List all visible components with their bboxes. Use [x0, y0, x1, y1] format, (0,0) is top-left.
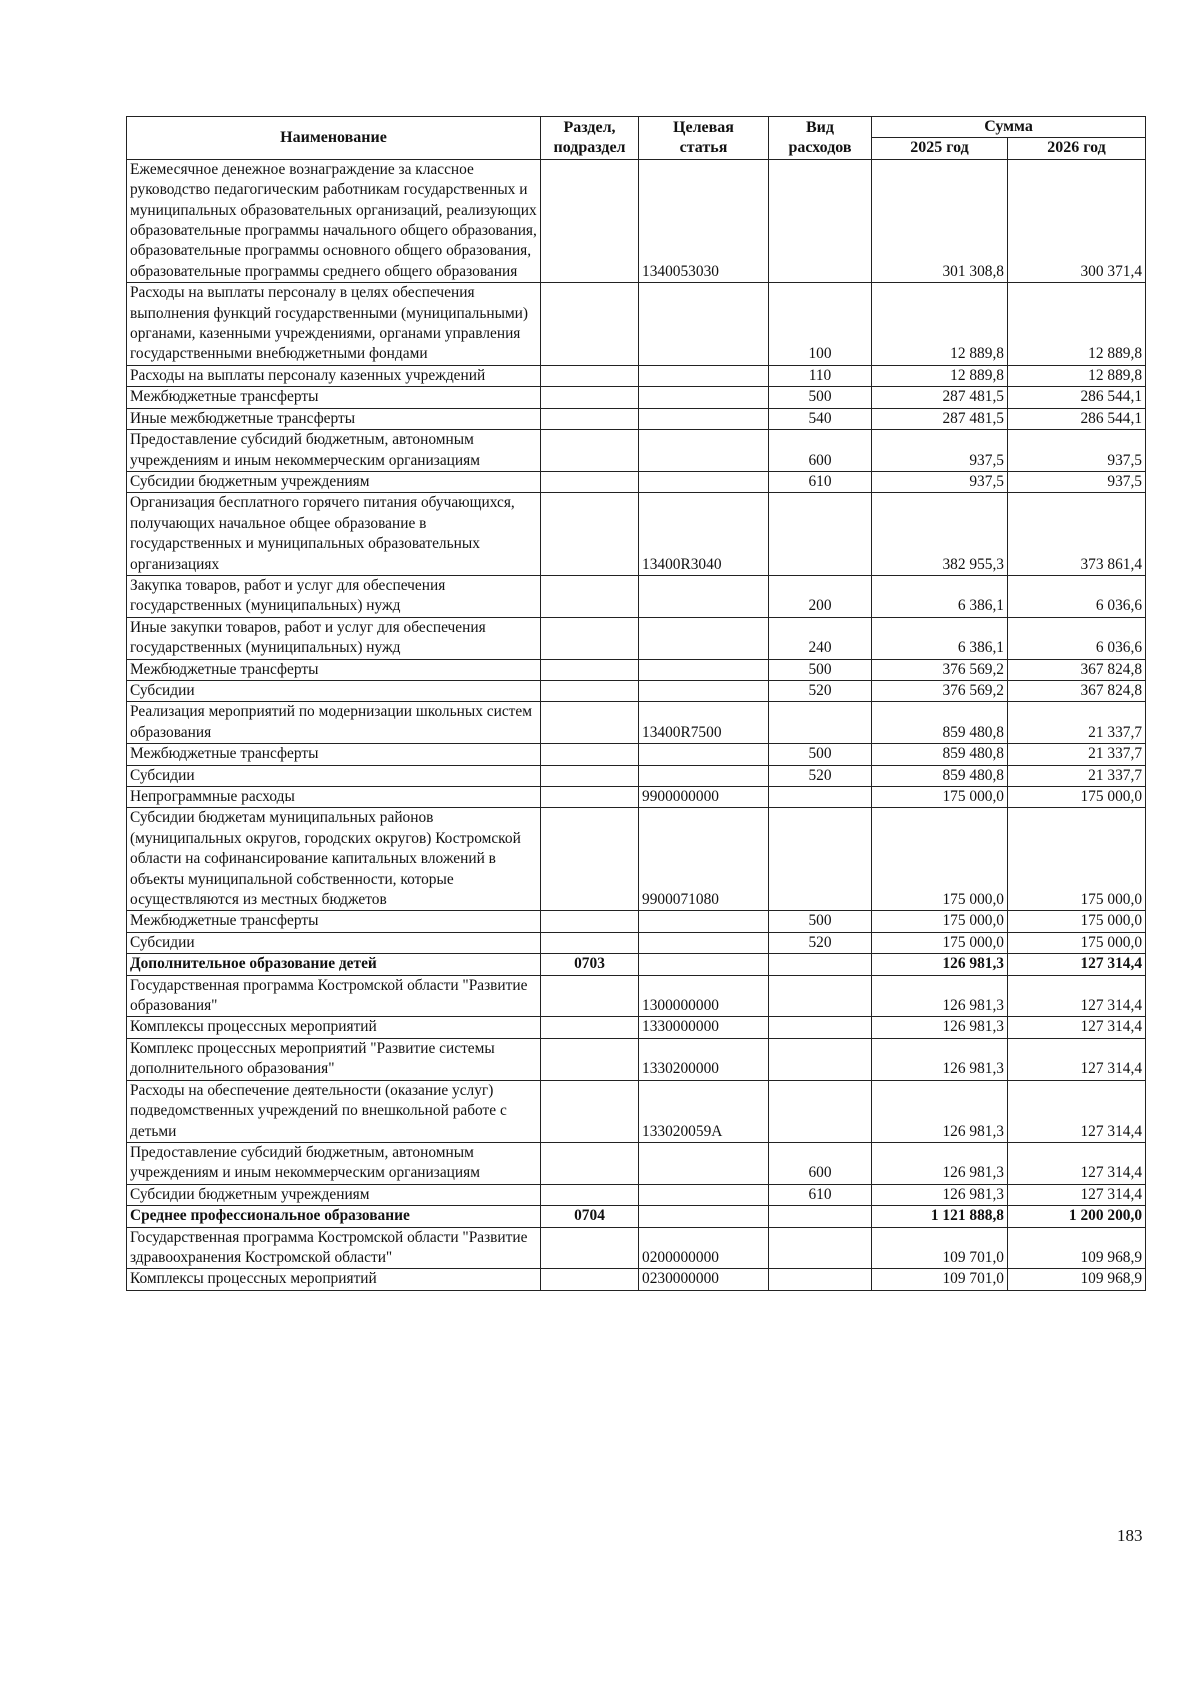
row-article: 1300000000 [639, 975, 769, 1017]
row-amount-2025: 109 701,0 [872, 1269, 1008, 1290]
row-article: 0200000000 [639, 1227, 769, 1269]
row-amount-2025: 175 000,0 [872, 808, 1008, 911]
header-section-line2: подраздел [553, 138, 626, 156]
header-article-line2: статья [679, 138, 728, 156]
row-amount-2026: 6 036,6 [1008, 575, 1146, 617]
row-amount-2025: 6 386,1 [872, 617, 1008, 659]
row-article [639, 408, 769, 429]
budget-table [126, 116, 1146, 1291]
table-row [127, 617, 1146, 659]
row-amount-2025: 937,5 [872, 471, 1008, 492]
row-section [541, 702, 639, 744]
row-section [541, 975, 639, 1017]
row-expense-type: 500 [769, 911, 872, 932]
row-amount-2026: 937,5 [1008, 471, 1146, 492]
row-section [541, 744, 639, 765]
row-section [541, 1269, 639, 1290]
row-expense-type: 200 [769, 575, 872, 617]
row-amount-2025: 175 000,0 [872, 932, 1008, 953]
header-article-line1: Целевая [673, 118, 734, 136]
table-row [127, 1017, 1146, 1038]
row-amount-2026: 300 371,4 [1008, 159, 1146, 282]
row-expense-type [769, 1206, 872, 1227]
row-expense-type [769, 975, 872, 1017]
row-amount-2026: 175 000,0 [1008, 932, 1146, 953]
row-name: Реализация мероприятий по модернизации школьных систем образования [127, 702, 541, 744]
row-article: 13400R7500 [639, 702, 769, 744]
row-section [541, 1227, 639, 1269]
row-expense-type [769, 1038, 872, 1080]
row-section [541, 787, 639, 808]
row-article [639, 932, 769, 953]
row-expense-type [769, 1017, 872, 1038]
row-expense-type [769, 787, 872, 808]
row-amount-2025: 126 981,3 [872, 1017, 1008, 1038]
header-type-line2: расходов [788, 138, 852, 156]
row-expense-type [769, 1080, 872, 1142]
row-section [541, 1080, 639, 1142]
table-row [127, 975, 1146, 1017]
row-amount-2026: 367 824,8 [1008, 680, 1146, 701]
row-amount-2025: 6 386,1 [872, 575, 1008, 617]
row-expense-type [769, 493, 872, 576]
row-section [541, 659, 639, 680]
row-name: Межбюджетные трансферты [127, 911, 541, 932]
row-amount-2026: 175 000,0 [1008, 787, 1146, 808]
table-row [127, 471, 1146, 492]
row-expense-type: 610 [769, 471, 872, 492]
row-name: Субсидии [127, 932, 541, 953]
row-name: Расходы на выплаты персоналу казенных учреждений [127, 365, 541, 386]
header-type [769, 117, 872, 160]
row-section [541, 765, 639, 786]
row-section [541, 1038, 639, 1080]
row-expense-type [769, 702, 872, 744]
header-type-line1: Вид [806, 118, 834, 136]
table-row [127, 744, 1146, 765]
row-section [541, 911, 639, 932]
header-section [541, 117, 639, 160]
row-name: Непрограммные расходы [127, 787, 541, 808]
row-name: Расходы на обеспечение деятельности (оказание услуг) подведомственных учреждений по внешкольной работе с детьми [127, 1080, 541, 1142]
page-number: 183 [1117, 1526, 1143, 1545]
row-amount-2025: 859 480,8 [872, 744, 1008, 765]
row-amount-2025: 301 308,8 [872, 159, 1008, 282]
header-year-2026: 2026 год [1008, 138, 1146, 159]
row-amount-2026: 127 314,4 [1008, 1017, 1146, 1038]
row-expense-type [769, 1227, 872, 1269]
row-expense-type: 610 [769, 1184, 872, 1205]
row-amount-2026: 12 889,8 [1008, 283, 1146, 366]
row-amount-2026: 6 036,6 [1008, 617, 1146, 659]
row-expense-type: 540 [769, 408, 872, 429]
row-section [541, 471, 639, 492]
row-amount-2026: 1 200 200,0 [1008, 1206, 1146, 1227]
row-article: 9900000000 [639, 787, 769, 808]
row-amount-2025: 12 889,8 [872, 365, 1008, 386]
row-article [639, 471, 769, 492]
row-name: Межбюджетные трансферты [127, 659, 541, 680]
row-amount-2026: 286 544,1 [1008, 408, 1146, 429]
row-amount-2026: 127 314,4 [1008, 954, 1146, 975]
row-article: 1330000000 [639, 1017, 769, 1038]
row-article [639, 680, 769, 701]
row-section [541, 159, 639, 282]
row-expense-type: 500 [769, 744, 872, 765]
row-amount-2025: 126 981,3 [872, 1184, 1008, 1205]
row-expense-type: 100 [769, 283, 872, 366]
table-row [127, 365, 1146, 386]
table-row [127, 1206, 1146, 1227]
row-name: Межбюджетные трансферты [127, 744, 541, 765]
row-article [639, 575, 769, 617]
row-article: 1340053030 [639, 159, 769, 282]
row-expense-type: 600 [769, 1142, 872, 1184]
table-row [127, 387, 1146, 408]
row-amount-2026: 127 314,4 [1008, 975, 1146, 1017]
row-amount-2025: 12 889,8 [872, 283, 1008, 366]
row-section [541, 617, 639, 659]
row-amount-2025: 382 955,3 [872, 493, 1008, 576]
table-row [127, 1227, 1146, 1269]
row-expense-type: 520 [769, 932, 872, 953]
row-section: 0703 [541, 954, 639, 975]
row-name: Комплексы процессных мероприятий [127, 1017, 541, 1038]
row-article: 13400R3040 [639, 493, 769, 576]
row-name: Закупка товаров, работ и услуг для обеспечения государственных (муниципальных) нужд [127, 575, 541, 617]
row-name: Субсидии бюджетным учреждениям [127, 1184, 541, 1205]
table-row [127, 430, 1146, 472]
row-amount-2026: 127 314,4 [1008, 1184, 1146, 1205]
table-row [127, 765, 1146, 786]
row-article: 133020059А [639, 1080, 769, 1142]
row-amount-2026: 937,5 [1008, 430, 1146, 472]
row-expense-type: 600 [769, 430, 872, 472]
table-row [127, 1269, 1146, 1290]
table-row [127, 932, 1146, 953]
row-name: Предоставление субсидий бюджетным, автономным учреждениям и иным некоммерческим организациям [127, 1142, 541, 1184]
row-article [639, 954, 769, 975]
table-row [127, 283, 1146, 366]
row-amount-2025: 126 981,3 [872, 1038, 1008, 1080]
row-expense-type [769, 954, 872, 975]
row-amount-2025: 1 121 888,8 [872, 1206, 1008, 1227]
table-row [127, 1038, 1146, 1080]
row-section: 0704 [541, 1206, 639, 1227]
row-article [639, 1142, 769, 1184]
row-article: 1330200000 [639, 1038, 769, 1080]
row-article: 9900071080 [639, 808, 769, 911]
table-row [127, 1142, 1146, 1184]
row-article [639, 744, 769, 765]
row-article [639, 1206, 769, 1227]
table-body [127, 159, 1146, 1290]
header-article [639, 117, 769, 160]
header-sum: Сумма [872, 117, 1146, 138]
row-expense-type [769, 1269, 872, 1290]
row-article [639, 430, 769, 472]
row-name: Ежемесячное денежное вознаграждение за классное руководство педагогическим работникам государственных и муниципальных образовательных организаций, реализующих образовательные программы начального общего образования, образовательные программы основного общего образования, образовательные программы среднего общего образования [127, 159, 541, 282]
row-section [541, 387, 639, 408]
row-expense-type: 500 [769, 387, 872, 408]
row-name: Субсидии бюджетам муниципальных районов (муниципальных округов, городских округов) Костромской области на софинансирование капитальных вложений в объекты муниципальной собственности, которые осуществляются из местных бюджетов [127, 808, 541, 911]
row-section [541, 680, 639, 701]
row-section [541, 283, 639, 366]
row-amount-2025: 859 480,8 [872, 702, 1008, 744]
row-amount-2026: 286 544,1 [1008, 387, 1146, 408]
row-article [639, 365, 769, 386]
row-section [541, 1184, 639, 1205]
row-amount-2025: 287 481,5 [872, 387, 1008, 408]
row-expense-type [769, 808, 872, 911]
row-amount-2025: 287 481,5 [872, 408, 1008, 429]
table-row [127, 808, 1146, 911]
row-name: Комплекс процессных мероприятий "Развитие системы дополнительного образования" [127, 1038, 541, 1080]
table-row [127, 1184, 1146, 1205]
row-amount-2026: 12 889,8 [1008, 365, 1146, 386]
row-amount-2025: 937,5 [872, 430, 1008, 472]
row-section [541, 408, 639, 429]
table-row [127, 1080, 1146, 1142]
table-header [127, 117, 1146, 160]
row-amount-2025: 376 569,2 [872, 659, 1008, 680]
row-section [541, 1142, 639, 1184]
row-article [639, 659, 769, 680]
table-row [127, 702, 1146, 744]
row-article [639, 1184, 769, 1205]
row-amount-2026: 175 000,0 [1008, 808, 1146, 911]
row-amount-2025: 175 000,0 [872, 787, 1008, 808]
row-article [639, 765, 769, 786]
table-row [127, 954, 1146, 975]
row-section [541, 575, 639, 617]
row-amount-2026: 21 337,7 [1008, 765, 1146, 786]
row-amount-2025: 376 569,2 [872, 680, 1008, 701]
header-section-line1: Раздел, [563, 118, 616, 136]
row-section [541, 493, 639, 576]
row-name: Расходы на выплаты персоналу в целях обеспечения выполнения функций государственными (муниципальными) органами, казенными учреждениями, органами управления государственными внебюджетными фондами [127, 283, 541, 366]
row-amount-2025: 109 701,0 [872, 1227, 1008, 1269]
row-amount-2025: 126 981,3 [872, 1142, 1008, 1184]
header-name: Наименование [127, 117, 541, 160]
row-name: Среднее профессиональное образование [127, 1206, 541, 1227]
row-section [541, 430, 639, 472]
row-article [639, 283, 769, 366]
row-name: Субсидии бюджетным учреждениям [127, 471, 541, 492]
row-expense-type: 110 [769, 365, 872, 386]
row-article [639, 617, 769, 659]
row-amount-2026: 109 968,9 [1008, 1269, 1146, 1290]
row-name: Межбюджетные трансферты [127, 387, 541, 408]
row-amount-2026: 127 314,4 [1008, 1038, 1146, 1080]
row-article [639, 387, 769, 408]
row-name: Предоставление субсидий бюджетным, автономным учреждениям и иным некоммерческим организациям [127, 430, 541, 472]
header-year-2025: 2025 год [872, 138, 1008, 159]
row-name: Иные закупки товаров, работ и услуг для обеспечения государственных (муниципальных) нужд [127, 617, 541, 659]
row-name: Иные межбюджетные трансферты [127, 408, 541, 429]
row-amount-2025: 175 000,0 [872, 911, 1008, 932]
row-amount-2025: 859 480,8 [872, 765, 1008, 786]
row-amount-2026: 175 000,0 [1008, 911, 1146, 932]
table-row [127, 787, 1146, 808]
row-expense-type: 500 [769, 659, 872, 680]
row-name: Субсидии [127, 765, 541, 786]
row-amount-2026: 127 314,4 [1008, 1142, 1146, 1184]
row-section [541, 808, 639, 911]
row-amount-2025: 126 981,3 [872, 1080, 1008, 1142]
row-amount-2026: 109 968,9 [1008, 1227, 1146, 1269]
row-section [541, 365, 639, 386]
row-amount-2026: 373 861,4 [1008, 493, 1146, 576]
row-amount-2026: 367 824,8 [1008, 659, 1146, 680]
row-amount-2026: 21 337,7 [1008, 702, 1146, 744]
row-amount-2025: 126 981,3 [872, 954, 1008, 975]
row-amount-2026: 127 314,4 [1008, 1080, 1146, 1142]
row-expense-type: 240 [769, 617, 872, 659]
row-amount-2025: 126 981,3 [872, 975, 1008, 1017]
row-name: Субсидии [127, 680, 541, 701]
row-name: Государственная программа Костромской области "Развитие здравоохранения Костромской области" [127, 1227, 541, 1269]
table-row [127, 493, 1146, 576]
table-row [127, 575, 1146, 617]
row-name: Комплексы процессных мероприятий [127, 1269, 541, 1290]
row-expense-type [769, 159, 872, 282]
row-section [541, 932, 639, 953]
row-name: Государственная программа Костромской области "Развитие образования" [127, 975, 541, 1017]
row-name: Организация бесплатного горячего питания обучающихся, получающих начальное общее образование в государственных и муниципальных образовательных организациях [127, 493, 541, 576]
row-article [639, 911, 769, 932]
row-expense-type: 520 [769, 765, 872, 786]
row-article: 0230000000 [639, 1269, 769, 1290]
table-row [127, 159, 1146, 282]
row-amount-2026: 21 337,7 [1008, 744, 1146, 765]
table-row [127, 680, 1146, 701]
table-row [127, 408, 1146, 429]
row-name: Дополнительное образование детей [127, 954, 541, 975]
row-section [541, 1017, 639, 1038]
row-expense-type: 520 [769, 680, 872, 701]
table-row [127, 659, 1146, 680]
table-row [127, 911, 1146, 932]
